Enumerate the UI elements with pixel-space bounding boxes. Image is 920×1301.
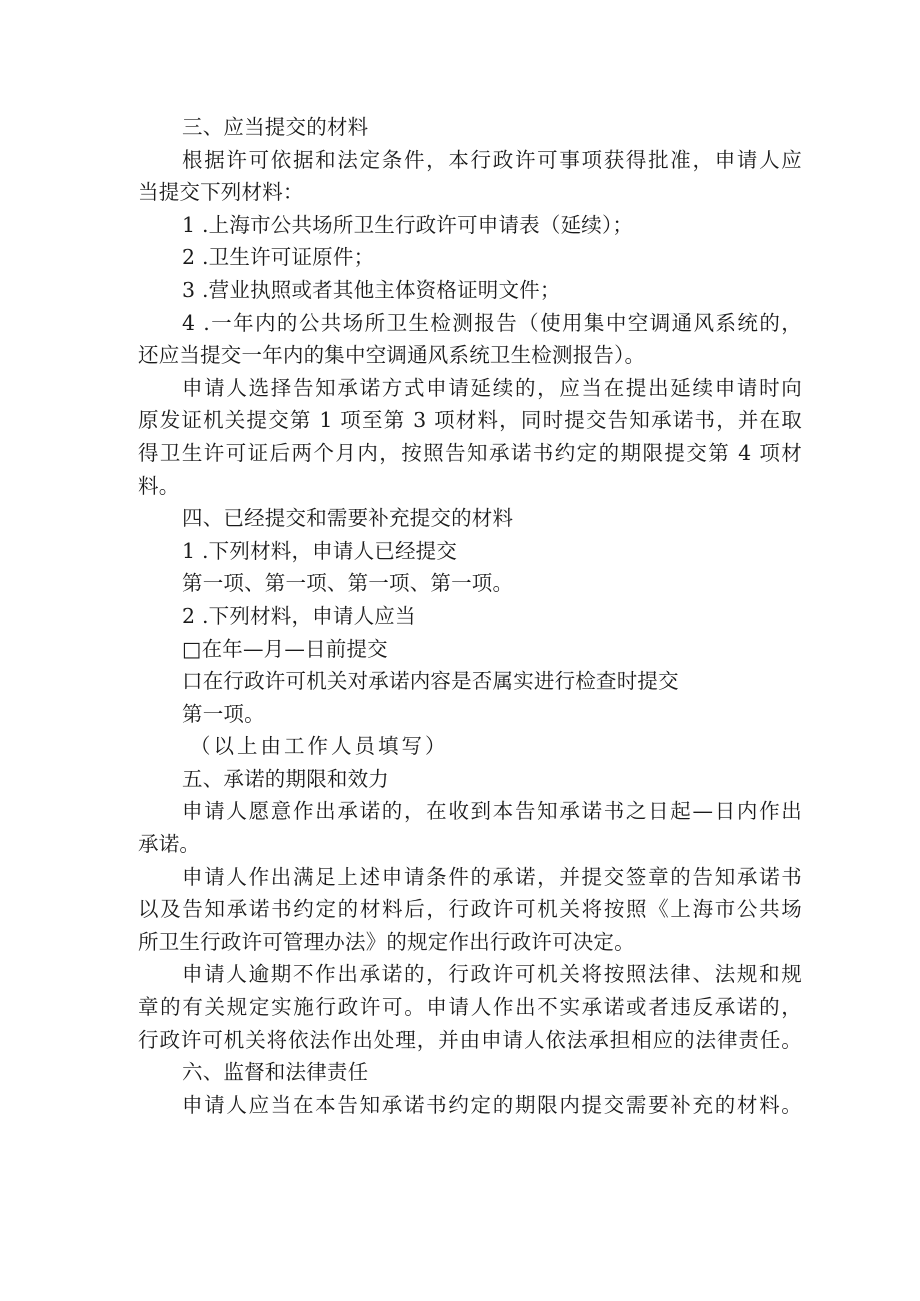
text-line: 申请人作出满足上述申请条件的承诺，并提交签章的告知承诺书 bbox=[182, 864, 802, 889]
text-line: 4 .一年内的公共场所卫生检测报告（使用集中空调通风系统的， bbox=[182, 310, 802, 335]
text-line: 还应当提交一年内的集中空调通风系统卫生检测报告）。 bbox=[138, 343, 646, 368]
text-line: 申请人选择告知承诺方式申请延续的，应当在提出延续申请时向 bbox=[182, 375, 802, 400]
text-line: 料。 bbox=[138, 473, 180, 498]
text-line: 承诺。 bbox=[138, 832, 201, 857]
text-line: 申请人应当在本告知承诺书约定的期限内提交需要补充的材料。 bbox=[182, 1092, 802, 1117]
text-line: 3 .营业执照或者其他主体资格证明文件； bbox=[182, 277, 561, 302]
text-line: 得卫生许可证后两个月内，按照告知承诺书约定的期限提交第 4 项材 bbox=[138, 440, 802, 465]
text-line: 申请人逾期不作出承诺的，行政许可机关将按照法律、法规和规 bbox=[182, 962, 802, 987]
text-line: 四、已经提交和需要补充提交的材料 bbox=[182, 506, 514, 531]
text-line: 2 .下列材料，申请人应当 bbox=[182, 603, 416, 628]
text-line: 五、承诺的期限和效力 bbox=[182, 766, 389, 791]
text-line: 口在行政许可机关对承诺内容是否属实进行检查时提交 bbox=[182, 669, 679, 694]
text-line: 六、监督和法律责任 bbox=[182, 1060, 369, 1085]
text-line: 行政许可机关将依法作出处理，并由申请人依法承担相应的法律责任。 bbox=[138, 1027, 802, 1052]
text-line: 三、应当提交的材料 bbox=[182, 115, 369, 139]
text-line: 第一项。 bbox=[182, 701, 265, 726]
text-line: 1 .上海市公共场所卫生行政许可申请表（延续）； bbox=[182, 212, 634, 237]
text-line: 1 .下列材料，申请人已经提交 bbox=[182, 538, 458, 563]
text-line: 第一项、第一项、第一项、第一项。 bbox=[182, 571, 514, 596]
text-line: 所卫生行政许可管理办法》的规定作出行政许可决定。 bbox=[138, 929, 635, 954]
text-line: 2 .卫生许可证原件； bbox=[182, 245, 375, 270]
text-line: 章的有关规定实施行政许可。申请人作出不实承诺或者违反承诺的， bbox=[138, 995, 802, 1020]
text-line: 原发证机关提交第 1 项至第 3 项材料，同时提交告知承诺书，并在取 bbox=[138, 408, 802, 433]
document-body bbox=[138, 111, 802, 1121]
text-line: 当提交下列材料： bbox=[138, 180, 304, 205]
text-line: 以及告知承诺书约定的材料后，行政许可机关将按照《上海市公共场 bbox=[138, 897, 802, 922]
text-line: 申请人愿意作出承诺的，在收到本告知承诺书之日起—日内作出 bbox=[182, 799, 802, 824]
text-line: （以上由工作人员填写） bbox=[190, 734, 449, 759]
text-line: 根据许可依据和法定条件，本行政许可事项获得批准，申请人应 bbox=[182, 147, 802, 172]
text-line: □在年—月—日前提交 bbox=[182, 636, 388, 661]
